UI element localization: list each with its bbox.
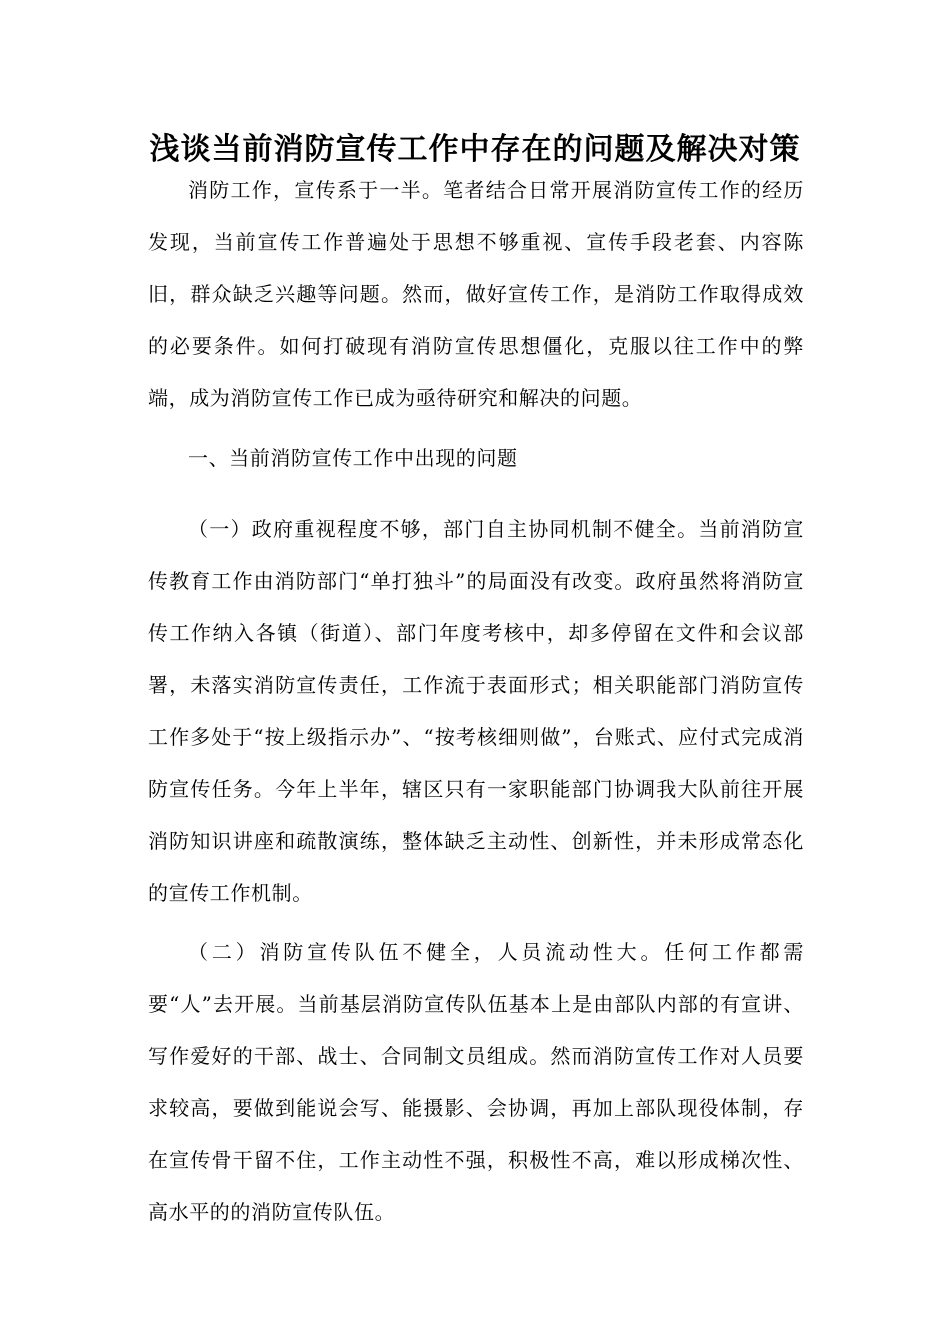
item-paragraph-1: （一）政府重视程度不够，部门自主协同机制不健全。当前消防宣传教育工作由消防部门“单打独斗”的局面没有改变。政府虽然将消防宣传工作纳入各镇（街道）、部门年度考核中，却多停留在文件和会议部署，未落实消防宣传责任，工作流于表面形式；相关职能部门消防宣传工作多处于“按上级指示办”、“按考核细则做”，台账式、应付式完成消防宣传任务。今年上半年，辖区只有一家职能部门协调我大队前往开展消防知识讲座和疏散演练，整体缺乏主动性、创新性，并未形成常态化的宣传工作机制。	[148, 517, 804, 905]
item-paragraph-2: （二）消防宣传队伍不健全，人员流动性大。任何工作都需要“人”去开展。当前基层消防宣传队伍基本上是由部队内部的有宣讲、写作爱好的干部、战士、合同制文员组成。然而消防宣传工作对人员要求较高，要做到能说会写、能摄影、会协调，再加上部队现役体制，存在宣传骨干留不住，工作主动性不强，积极性不高，难以形成梯次性、高水平的的消防宣传队伍。	[148, 940, 804, 1224]
document-title: 浅谈当前消防宣传工作中存在的问题及解决对策	[149, 132, 801, 168]
section-heading: 一、当前消防宣传工作中出现的问题	[188, 446, 518, 470]
intro-paragraph: 消防工作，宣传系于一半。笔者结合日常开展消防宣传工作的经历发现，当前宣传工作普遍处于思想不够重视、宣传手段老套、内容陈旧，群众缺乏兴趣等问题。然而，做好宣传工作，是消防工作取得成效的必要条件。如何打破现有消防宣传思想僵化，克服以往工作中的弊端，成为消防宣传工作已成为亟待研究和解决的问题。	[148, 178, 804, 410]
